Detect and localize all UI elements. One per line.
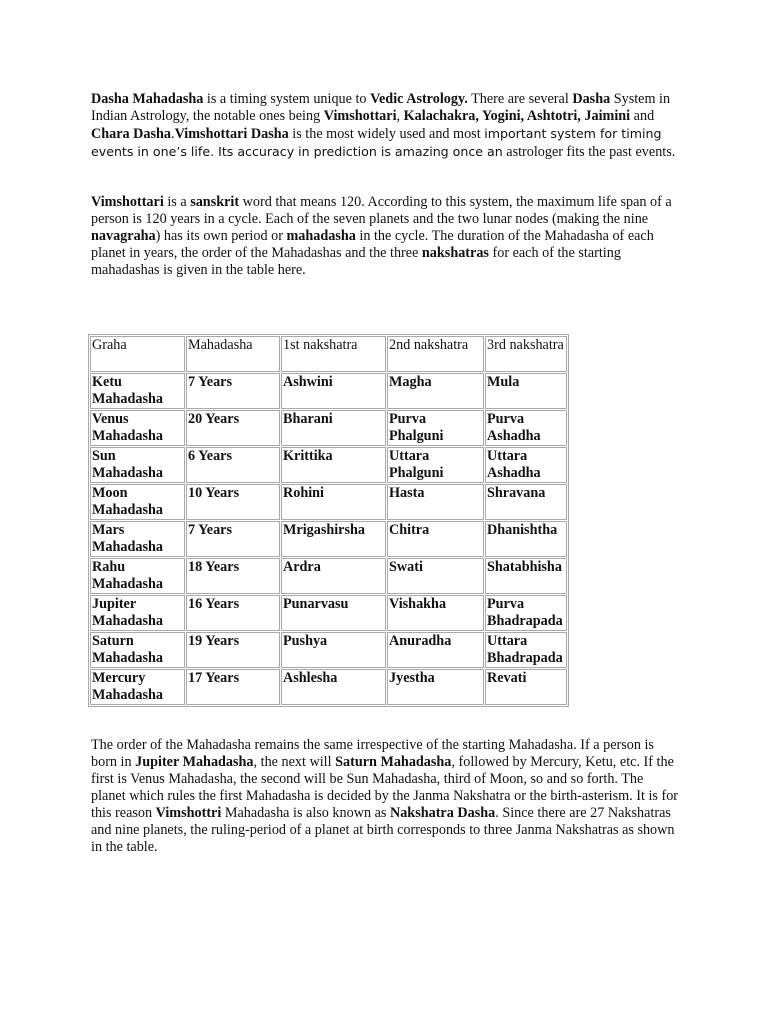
order-paragraph: The order of the Mahadasha remains the same irrespective of the starting Mahadasha. If a person is born in Jupiter Mahadasha, the next will Saturn Mahadasha, followed by Mercury, Ketu, etc. If the first is Venus Mahadasha, the second will be Sun Mahadasha, third of Moon, so and so forth. The planet which rules the first Mahadasha is decided by the Janma Nakshatra or the birth-asterism. It is for this reason Vimshottri Mahadasha is also known as Nakshatra Dasha. Since there are 27 Nakshatras and nine planets, the ruling-period of a planet at birth corresponds to three Janma Nakshatras as shown in the table.	[91, 737, 679, 855]
intro-paragraph: Dasha Mahadasha is a timing system unique to Vedic Astrology. There are several Dasha System in Indian Astrology, the notable ones being Vimshottari, Kalachakra, Yogini, Ashtotri, Jaimini and Chara Dasha.Vimshottari Dasha is the most widely used and most important system for timing events in one’s life. Its accuracy in prediction is amazing once an astrologer fits the past events.	[91, 91, 676, 160]
table-row	[90, 447, 567, 483]
cell-mahadasha: 10 Years	[186, 484, 280, 520]
cell-mahadasha: 18 Years	[186, 558, 280, 594]
cell-3rd-nakshatra: Mula	[485, 373, 567, 409]
cell-2nd-nakshatra: Vishakha	[387, 595, 484, 631]
cell-graha: Saturn Mahadasha	[90, 632, 185, 668]
header-2nd-nakshatra: 2nd nakshatra	[387, 336, 484, 372]
term-vedic-astrology: Vedic Astrology.	[370, 91, 468, 107]
term-vimshottari: Vimshottari	[91, 194, 164, 210]
table-row	[90, 521, 567, 557]
table-header-row	[90, 336, 567, 372]
cell-graha: Moon Mahadasha	[90, 484, 185, 520]
header-mahadasha: Mahadasha	[186, 336, 280, 372]
cell-2nd-nakshatra: Jyestha	[387, 669, 484, 705]
cell-mahadasha: 16 Years	[186, 595, 280, 631]
header-graha: Graha	[90, 336, 185, 372]
cell-3rd-nakshatra: Purva Ashadha	[485, 410, 567, 446]
term-nakshatra-dasha: Nakshatra Dasha	[389, 805, 496, 821]
cell-2nd-nakshatra: Uttara Phalguni	[387, 447, 484, 483]
term-sanskrit: sanskrit	[190, 194, 240, 210]
table-row	[90, 669, 567, 705]
term-jupiter-mahadasha: Jupiter Mahadasha	[135, 754, 254, 770]
cell-mahadasha: 7 Years	[186, 373, 280, 409]
cell-1st-nakshatra: Rohini	[281, 484, 386, 520]
cell-1st-nakshatra: Bharani	[281, 410, 386, 446]
term-navagraha: navagraha	[91, 228, 156, 244]
cell-graha: Rahu Mahadasha	[90, 558, 185, 594]
cell-3rd-nakshatra: Shravana	[485, 484, 567, 520]
cell-3rd-nakshatra: Revati	[485, 669, 567, 705]
table-row	[90, 484, 567, 520]
table-row	[90, 410, 567, 446]
term-nakshatras: nakshatras	[421, 245, 489, 261]
cell-2nd-nakshatra: Magha	[387, 373, 484, 409]
cell-3rd-nakshatra: Purva Bhadrapada	[485, 595, 567, 631]
cell-1st-nakshatra: Ashlesha	[281, 669, 386, 705]
term-dasha-mahadasha: Dasha Mahadasha	[91, 91, 204, 107]
term-dasha-systems: Kalachakra, Yogini, Ashtotri, Jaimini	[403, 108, 631, 124]
cell-graha: Ketu Mahadasha	[90, 373, 185, 409]
cell-2nd-nakshatra: Purva Phalguni	[387, 410, 484, 446]
cell-1st-nakshatra: Ashwini	[281, 373, 386, 409]
cell-graha: Venus Mahadasha	[90, 410, 185, 446]
term-chara-dasha: Chara Dasha	[91, 126, 172, 142]
mahadasha-table	[88, 334, 569, 707]
cell-2nd-nakshatra: Anuradha	[387, 632, 484, 668]
vimshottari-paragraph: Vimshottari is a sanskrit word that means 120. According to this system, the maximum life span of a person is 120 years in a cycle. Each of the seven planets and the two lunar nodes (making the nine navagraha) has its own period or mahadasha in the cycle. The duration of the Mahadasha of each planet in years, the order of the Mahadashas and the three nakshatras for each of the starting mahadashas is given in the table here.	[91, 194, 672, 278]
cell-1st-nakshatra: Mrigashirsha	[281, 521, 386, 557]
table-row	[90, 558, 567, 594]
cell-1st-nakshatra: Punarvasu	[281, 595, 386, 631]
table-row	[90, 373, 567, 409]
cell-3rd-nakshatra: Shatabhisha	[485, 558, 567, 594]
header-3rd-nakshatra: 3rd nakshatra	[485, 336, 567, 372]
table-row	[90, 595, 567, 631]
cell-2nd-nakshatra: Swati	[387, 558, 484, 594]
cell-mahadasha: 17 Years	[186, 669, 280, 705]
cell-mahadasha: 20 Years	[186, 410, 280, 446]
cell-graha: Mercury Mahadasha	[90, 669, 185, 705]
term-mahadasha: mahadasha	[286, 228, 356, 244]
term-vimshottari: Vimshottari	[323, 108, 397, 124]
cell-graha: Mars Mahadasha	[90, 521, 185, 557]
term-vimshottri: Vimshottri	[155, 805, 222, 821]
cell-3rd-nakshatra: Dhanishtha	[485, 521, 567, 557]
cell-1st-nakshatra: Krittika	[281, 447, 386, 483]
cell-1st-nakshatra: Ardra	[281, 558, 386, 594]
term-dasha: Dasha	[572, 91, 611, 107]
cell-3rd-nakshatra: Uttara Ashadha	[485, 447, 567, 483]
cell-graha: Jupiter Mahadasha	[90, 595, 185, 631]
table-row	[90, 632, 567, 668]
cell-3rd-nakshatra: Uttara Bhadrapada	[485, 632, 567, 668]
cell-mahadasha: 19 Years	[186, 632, 280, 668]
cell-mahadasha: 7 Years	[186, 521, 280, 557]
cell-graha: Sun Mahadasha	[90, 447, 185, 483]
term-vimshottari-dasha: Vimshottari Dasha	[174, 126, 289, 142]
term-saturn-mahadasha: Saturn Mahadasha	[335, 754, 452, 770]
cell-2nd-nakshatra: Hasta	[387, 484, 484, 520]
cell-1st-nakshatra: Pushya	[281, 632, 386, 668]
cell-2nd-nakshatra: Chitra	[387, 521, 484, 557]
header-1st-nakshatra: 1st nakshatra	[281, 336, 386, 372]
cell-mahadasha: 6 Years	[186, 447, 280, 483]
